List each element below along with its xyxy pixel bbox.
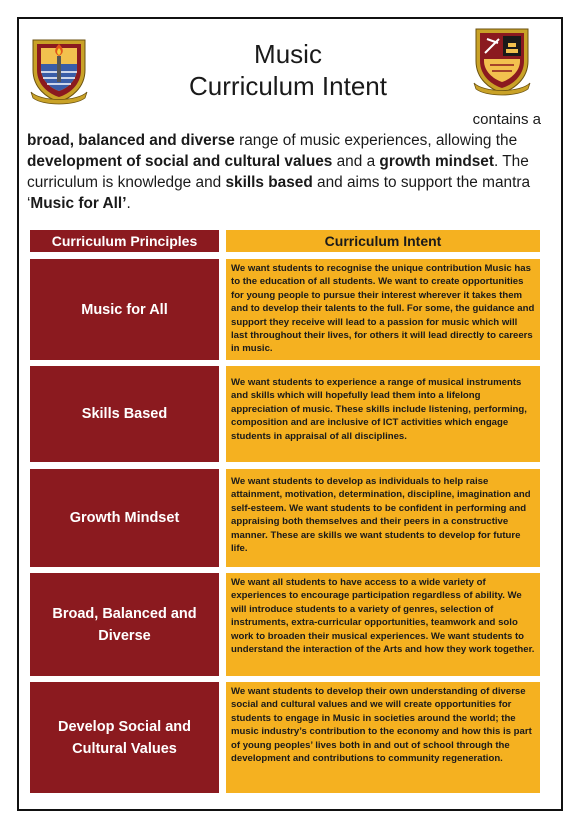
intro-text-1: range of music experiences, allowing the — [234, 132, 518, 149]
principle-social-cultural-values: Develop Social and Cultural Values — [30, 682, 219, 793]
intro-text-3: . The curriculum is knowledge and — [27, 153, 529, 191]
intro-paragraph — [27, 130, 547, 214]
school-crest-torch-icon — [27, 34, 91, 106]
intent-broad-balanced-diverse: We want all students to have access to a wide variety of experiences to encourage participation regardless of ability. We will introduce students to a variety of genres, selection of instruments, extra-curricular opportunities, teamwork and solo work to broaden their musical experiences. We want students to understand the interaction of the Arts and how they work together. — [226, 573, 540, 676]
page-title — [150, 38, 426, 102]
principle-broad-balanced-diverse: Broad, Balanced and Diverse — [30, 573, 219, 676]
column-header-intent: Curriculum Intent — [226, 230, 540, 252]
column-header-principles: Curriculum Principles — [30, 230, 219, 252]
title-line-1: Music — [254, 39, 322, 69]
intro-text-4: and aims to support the mantra ‘ — [27, 174, 531, 212]
intro-bold-development: development of social and cultural values — [27, 153, 333, 170]
intent-growth-mindset: We want students to develop as individuals to help raise attainment, motivation, determination, discipline, imagination and self-esteem. We want students to be confident in performing and appraising both themselves and their peers in a constructive manner. These are skills we want students to develop for future life. — [226, 469, 540, 567]
school-crest-pickaxe-icon — [470, 25, 534, 97]
intro-contains-text: contains a — [472, 111, 541, 128]
principle-growth-mindset: Growth Mindset — [30, 469, 219, 567]
intent-social-cultural-values: We want students to develop their own understanding of diverse social and cultural values and we will create opportunities for students to engage in Music in societies around the world; the music industry’s contribution to the economy and how this is part of young peoples’ lives both in and out of school through the development and contributions to community regeneration. — [226, 682, 540, 793]
intent-music-for-all: We want students to recognise the unique contribution Music has to the education of all students. We want to create opportunities for young people to pursue their interest wherever it takes them and to develop their talents to the full. For some, the guidance and support they receive will lead to a passion for music which will last throughout their lives, for others it will lead directly to careers in music. — [226, 259, 540, 360]
principle-skills-based: Skills Based — [30, 366, 219, 462]
intro-bold-broad: broad, balanced and diverse — [27, 132, 235, 149]
intro-text-5: . — [126, 195, 131, 212]
intro-bold-mantra: Music for All’ — [30, 195, 127, 212]
intent-skills-based: We want students to experience a range of musical instruments and skills which will hopefully lead them into a lifelong appreciation of music. These skills include listening, performing, composition and are inclusive of ICT activities which engage students in appraisal of all disciplines. — [226, 366, 540, 462]
title-line-2: Curriculum Intent — [189, 71, 387, 101]
intro-bold-skills: skills based — [225, 174, 313, 191]
intro-bold-growth: growth mindset — [379, 153, 494, 170]
principle-music-for-all: Music for All — [30, 259, 219, 360]
intro-text-2: and a — [332, 153, 380, 170]
